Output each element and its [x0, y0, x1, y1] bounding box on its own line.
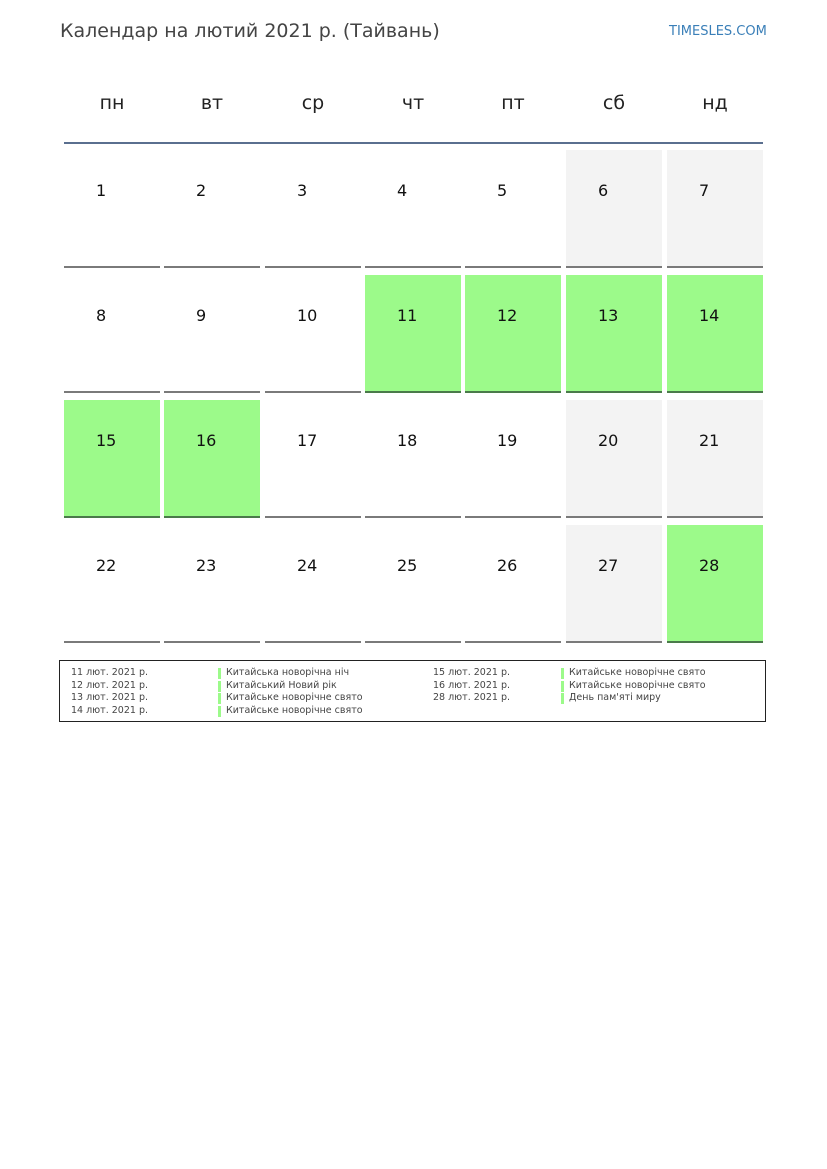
holiday-date: 28 лют. 2021 р.	[433, 692, 510, 703]
holiday-color-marker	[561, 668, 564, 679]
holiday-date: 13 лют. 2021 р.	[71, 692, 148, 703]
day-cell-weekend	[566, 400, 662, 518]
day-cell-holiday	[667, 275, 763, 393]
day-number: 5	[497, 181, 508, 200]
weekday-label: ср	[301, 92, 325, 114]
day-cell	[365, 400, 461, 518]
page-title: Календар на лютий 2021 р. (Тайвань)	[60, 20, 440, 42]
holiday-name: Китайська новорічна ніч	[226, 667, 350, 678]
day-cell	[265, 150, 361, 268]
holiday-date: 16 лют. 2021 р.	[433, 679, 510, 691]
day-number: 23	[196, 556, 217, 575]
day-number: 6	[598, 181, 609, 200]
day-cell-weekend	[566, 150, 662, 268]
day-cell-holiday	[64, 400, 160, 518]
day-cell	[365, 150, 461, 268]
day-number: 20	[598, 431, 619, 450]
day-number: 25	[397, 556, 418, 575]
holiday-color-marker	[561, 681, 564, 692]
day-cell	[465, 150, 561, 268]
weekday-divider	[64, 142, 763, 144]
site-link[interactable]: TIMESLES.COM	[669, 24, 767, 39]
day-cell-holiday	[566, 275, 662, 393]
day-cell-weekend	[667, 150, 763, 268]
day-number: 26	[497, 556, 518, 575]
holiday-color-marker	[218, 668, 221, 679]
weekday-label: нд	[702, 92, 728, 114]
day-cell	[265, 525, 361, 643]
holiday-date: 11 лют. 2021 р.	[71, 667, 148, 678]
day-number: 8	[96, 306, 107, 325]
holiday-date: 12 лют. 2021 р.	[71, 679, 148, 691]
day-number: 28	[699, 556, 720, 575]
holiday-color-marker	[218, 693, 221, 704]
holiday-color-marker	[218, 681, 221, 692]
holiday-name: День пам'яті миру	[569, 692, 661, 703]
holiday-name: Китайське новорічне свято	[569, 679, 706, 691]
day-number: 3	[297, 181, 308, 200]
day-number: 4	[397, 181, 408, 200]
day-cell	[465, 525, 561, 643]
day-number: 14	[699, 306, 720, 325]
day-cell	[164, 525, 260, 643]
holiday-name: Китайський Новий рік	[226, 679, 337, 691]
day-cell-holiday	[164, 400, 260, 518]
weekday-label: пт	[501, 92, 525, 114]
day-cell-holiday	[365, 275, 461, 393]
day-number: 12	[497, 306, 518, 325]
day-cell	[64, 525, 160, 643]
day-number: 19	[497, 431, 518, 450]
day-cell	[164, 150, 260, 268]
day-cell	[465, 400, 561, 518]
day-number: 18	[397, 431, 418, 450]
day-cell-weekend	[566, 525, 662, 643]
day-number: 9	[196, 306, 207, 325]
day-number: 21	[699, 431, 720, 450]
holiday-name: Китайське новорічне свято	[569, 667, 706, 678]
day-number: 7	[699, 181, 710, 200]
day-number: 24	[297, 556, 318, 575]
day-number: 17	[297, 431, 318, 450]
day-cell	[164, 275, 260, 393]
day-cell	[64, 150, 160, 268]
day-number: 15	[96, 431, 117, 450]
day-number: 1	[96, 181, 107, 200]
holiday-legend	[59, 660, 766, 722]
weekday-label: вт	[200, 92, 224, 114]
holiday-date: 14 лют. 2021 р.	[71, 704, 148, 716]
day-cell	[265, 400, 361, 518]
day-cell-holiday	[465, 275, 561, 393]
holiday-name: Китайське новорічне свято	[226, 692, 363, 703]
holiday-color-marker	[218, 706, 221, 717]
day-number: 16	[196, 431, 217, 450]
day-cell-weekend	[667, 400, 763, 518]
day-cell	[64, 275, 160, 393]
day-cell	[365, 525, 461, 643]
day-cell	[265, 275, 361, 393]
holiday-name: Китайське новорічне свято	[226, 704, 363, 716]
holiday-color-marker	[561, 693, 564, 704]
day-number: 2	[196, 181, 207, 200]
day-number: 27	[598, 556, 619, 575]
day-number: 13	[598, 306, 619, 325]
day-cell-holiday	[667, 525, 763, 643]
day-number: 11	[397, 306, 418, 325]
weekday-label: чт	[401, 92, 425, 114]
holiday-date: 15 лют. 2021 р.	[433, 667, 510, 678]
weekday-label: сб	[602, 92, 626, 114]
day-number: 10	[297, 306, 318, 325]
day-number: 22	[96, 556, 117, 575]
weekday-label: пн	[99, 92, 125, 114]
